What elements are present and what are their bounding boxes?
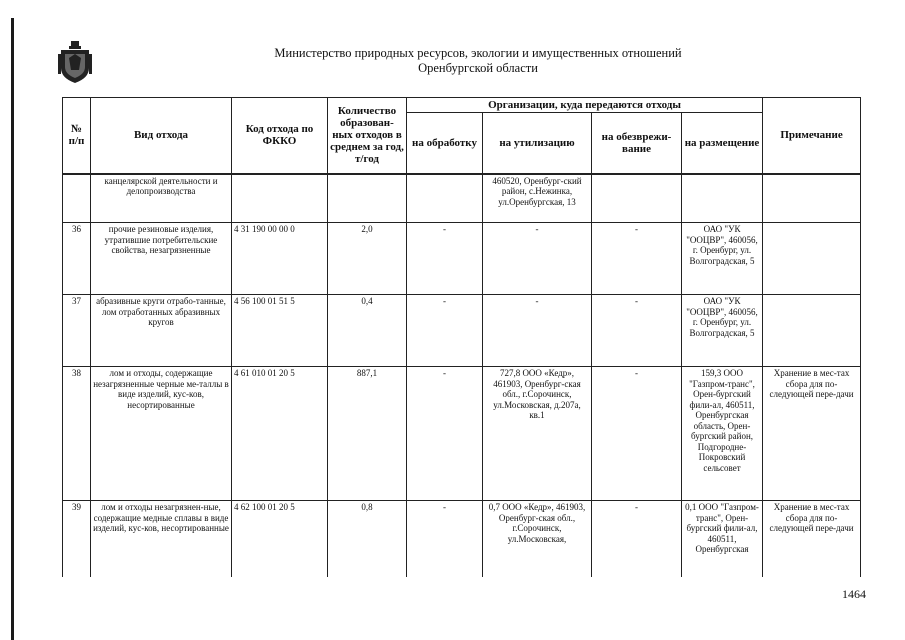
cell-processing: - xyxy=(407,367,483,501)
col-header-num: № п/п xyxy=(63,98,91,174)
cell-fkko-code: 4 56 100 01 51 5 xyxy=(232,295,328,367)
coat-of-arms-icon xyxy=(58,40,92,84)
cell-quantity: 887,1 xyxy=(328,367,407,501)
cell-neutralization xyxy=(592,174,682,223)
cell-utilization: 0,7 ООО «Кедр», 461903, Оренбург-ская обл., г.Сорочинск, ул.Московская, xyxy=(483,501,592,577)
cell-num xyxy=(63,174,91,223)
scan-edge-line xyxy=(11,18,14,640)
cell-processing: - xyxy=(407,223,483,295)
col-header-placement: на размещение xyxy=(682,113,763,174)
document-header xyxy=(200,46,756,76)
col-header-waste-type: Вид отхода xyxy=(91,98,232,174)
cell-processing: - xyxy=(407,295,483,367)
cell-neutralization: - xyxy=(592,367,682,501)
cell-note xyxy=(763,174,861,223)
region-title: Оренбургской области xyxy=(418,61,538,75)
cell-neutralization: - xyxy=(592,295,682,367)
cell-quantity: 0,8 xyxy=(328,501,407,577)
col-header-fkko-code: Код отхода по ФККО xyxy=(232,98,328,174)
cell-placement: 159,3 ООО "Газпром-транс", Орен-бургский фили-ал, 460511, Оренбургская область, Орен-бургский район, Подгородне-Покровский сельсовет xyxy=(682,367,763,501)
cell-quantity xyxy=(328,174,407,223)
cell-neutralization: - xyxy=(592,501,682,577)
cell-fkko-code: 4 31 190 00 00 0 xyxy=(232,223,328,295)
table-row xyxy=(63,223,861,295)
table-row xyxy=(63,367,861,501)
cell-placement: 0,1 ООО "Газпром-транс", Орен-бургский фили-ал, 460511, Оренбургская xyxy=(682,501,763,577)
cell-quantity: 2,0 xyxy=(328,223,407,295)
cell-placement: ОАО "УК "ООЦВР", 460056, г. Оренбург, ул. Волгоградская, 5 xyxy=(682,223,763,295)
cell-utilization: - xyxy=(483,295,592,367)
cell-utilization: 460520, Оренбург-ский район, с.Нежинка, ул.Оренбургская, 13 xyxy=(483,174,592,223)
cell-utilization: 727,8 ООО «Кедр», 461903, Оренбург-ская обл., г.Сорочинск, ул.Московская, д.207а, кв.1 xyxy=(483,367,592,501)
cell-num: 36 xyxy=(63,223,91,295)
col-header-quantity: Количество образован-ных отходов в среднем за год, т/год xyxy=(328,98,407,174)
cell-waste-type: абразивные круги отрабо-танные, лом отработанных абразивных кругов xyxy=(91,295,232,367)
col-header-processing: на обработку xyxy=(407,113,483,174)
cell-quantity: 0,4 xyxy=(328,295,407,367)
cell-fkko-code: 4 61 010 01 20 5 xyxy=(232,367,328,501)
cell-placement: ОАО "УК "ООЦВР", 460056, г. Оренбург, ул. Волгоградская, 5 xyxy=(682,295,763,367)
col-header-orgs-group: Организации, куда передаются отходы xyxy=(407,98,763,113)
cell-waste-type: лом и отходы незагрязнен-ные, содержащие медные сплавы в виде изделий, кус-ков, несортированные xyxy=(91,501,232,577)
cell-note: Хранение в мес-тах сбора для по-следующей пере-дачи xyxy=(763,501,861,577)
cell-waste-type: канцелярской деятельности и делопроизводства xyxy=(91,174,232,223)
cell-note: Хранение в мес-тах сбора для по-следующей пере-дачи xyxy=(763,367,861,501)
cell-waste-type: прочие резиновые изделия, утратившие потребительские свойства, незагрязненные xyxy=(91,223,232,295)
cell-neutralization: - xyxy=(592,223,682,295)
cell-num: 37 xyxy=(63,295,91,367)
cell-waste-type: лом и отходы, содержащие незагрязненные черные ме-таллы в виде изделий, кус-ков, несортированные xyxy=(91,367,232,501)
table-row xyxy=(63,295,861,367)
col-header-neutralization: на обезврежи-вание xyxy=(592,113,682,174)
cell-num: 38 xyxy=(63,367,91,501)
table-row xyxy=(63,174,861,223)
waste-table xyxy=(62,97,861,577)
col-header-note: Примечание xyxy=(763,98,861,174)
cell-placement xyxy=(682,174,763,223)
col-header-utilization: на утилизацию xyxy=(483,113,592,174)
cell-num: 39 xyxy=(63,501,91,577)
page-number: 1464 xyxy=(842,587,866,601)
cell-fkko-code: 4 62 100 01 20 5 xyxy=(232,501,328,577)
table-row xyxy=(63,501,861,577)
cell-processing: - xyxy=(407,501,483,577)
ministry-title: Министерство природных ресурсов, экологии и имущественных отношений xyxy=(274,46,682,60)
cell-note xyxy=(763,223,861,295)
cell-fkko-code xyxy=(232,174,328,223)
cell-utilization: - xyxy=(483,223,592,295)
cell-note xyxy=(763,295,861,367)
cell-processing xyxy=(407,174,483,223)
